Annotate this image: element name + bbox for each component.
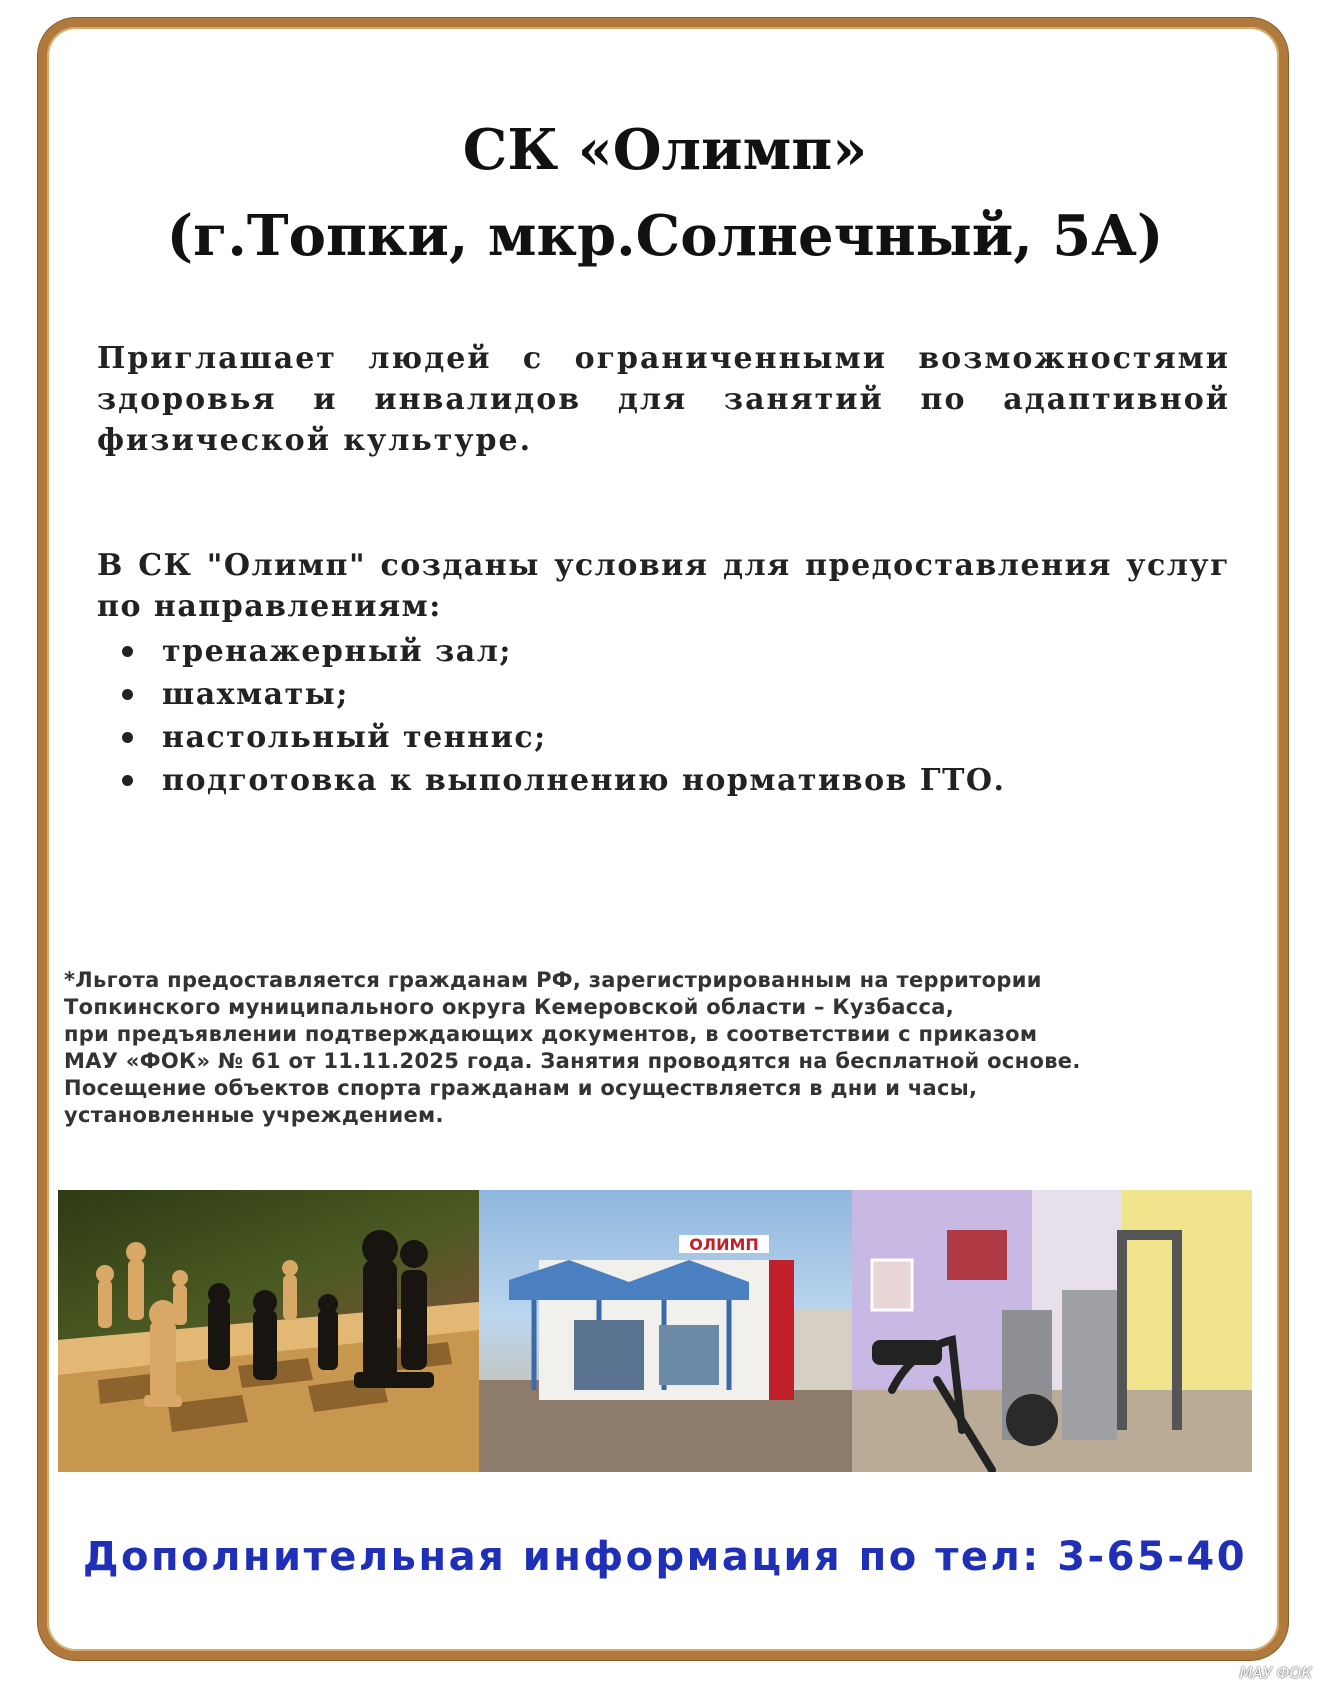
service-label: шахматы; <box>162 677 349 712</box>
service-label: настольный теннис; <box>162 720 547 755</box>
contact-info: Дополнительная информация по тел: 3-65-40 <box>82 1534 1248 1580</box>
footnote-line: Топкинского муниципального округа Кемеровской области – Кузбасса, <box>64 995 955 1019</box>
services-list <box>118 630 1006 802</box>
bullet-icon <box>122 689 133 700</box>
watermark: МАУ ФОК <box>1239 1664 1312 1682</box>
footnote-line: при предъявлении подтверждающих документов, в соответствии с приказом <box>64 1022 1038 1046</box>
list-item <box>118 716 1006 759</box>
invitation-text: Приглашает людей с ограниченными возможностями здоровья и инвалидов для занятий по адаптивной физической культуре. <box>97 341 1230 458</box>
chess-illustration <box>58 1190 479 1472</box>
chess-photo <box>58 1190 479 1472</box>
bullet-icon <box>122 646 133 657</box>
bullet-icon <box>122 775 133 786</box>
footnote <box>64 967 1264 1129</box>
building-illustration <box>479 1190 852 1472</box>
list-item <box>118 673 1006 716</box>
list-item <box>118 759 1006 802</box>
service-label: подготовка к выполнению нормативов ГТО. <box>162 763 1006 798</box>
building-sign: ОЛИМП <box>689 1235 759 1254</box>
footnote-line: установленные учреждением. <box>64 1103 444 1127</box>
gym-illustration <box>852 1190 1252 1472</box>
poster-title: СК «Олимп» <box>462 117 868 183</box>
list-item <box>118 630 1006 673</box>
services-intro: В СК "Олимп" созданы условия для предоставления услуг по направлениям: <box>97 548 1230 624</box>
footnote-line: Посещение объектов спорта гражданам и осуществляется в дни и часы, <box>64 1076 978 1100</box>
service-label: тренажерный зал; <box>162 634 512 669</box>
footnote-line: МАУ «ФОК» № 61 от 11.11.2025 года. Занятия проводятся на бесплатной основе. <box>64 1049 1081 1073</box>
building-photo <box>479 1190 852 1472</box>
bullet-icon <box>122 732 133 743</box>
gym-photo <box>852 1190 1252 1472</box>
footnote-line: *Льгота предоставляется гражданам РФ, зарегистрированным на территории <box>64 968 1042 992</box>
poster-address: (г.Топки, мкр.Солнечный, 5А) <box>166 203 1164 269</box>
